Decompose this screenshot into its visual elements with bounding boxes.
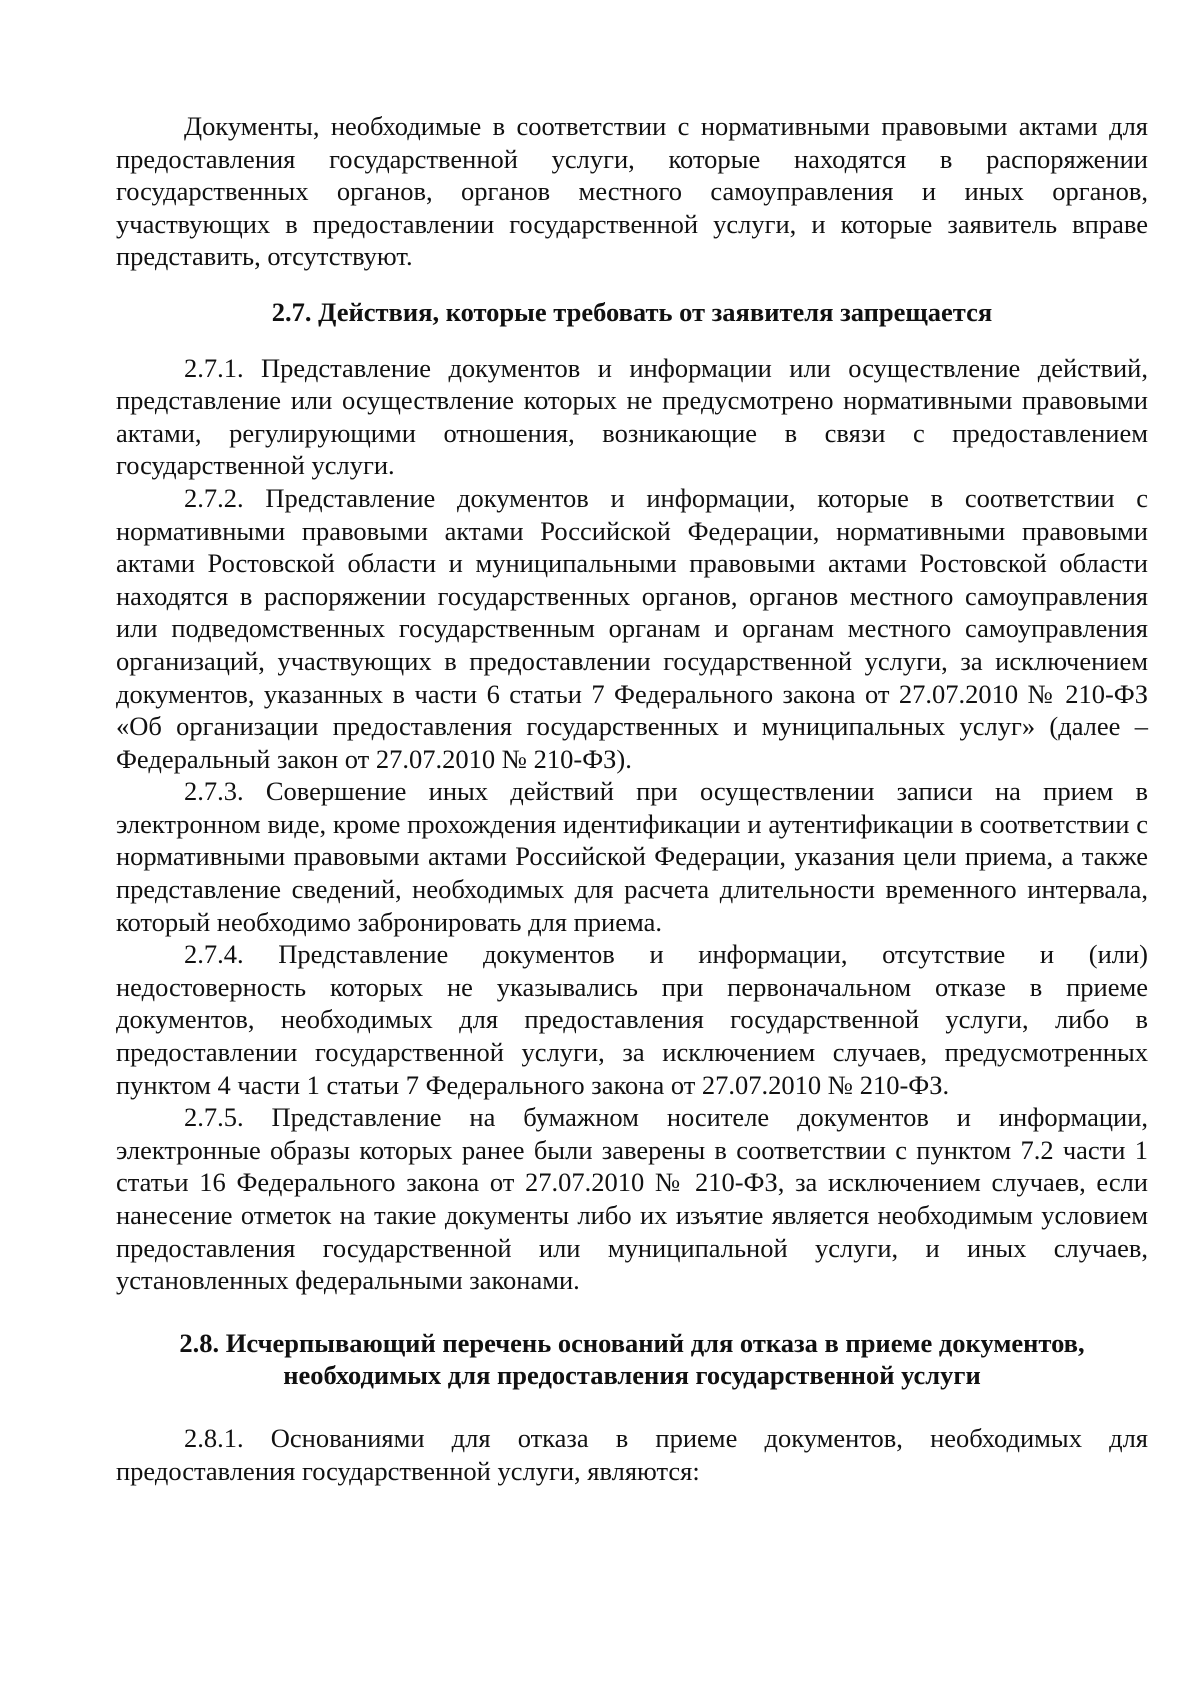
clause-2-7-3 [116, 775, 1148, 938]
intro-paragraph: Документы, необходимые в соответствии с нормативными правовыми актами для предоставления государственной услуги, которые находятся в распоряжении государственных органов, органов местного самоуправления и иных органов, участвующих в предоставлении государственной услуги, и которые заявитель вправе представить, отсутствуют. [116, 111, 1148, 272]
clause-2-7-1 [116, 352, 1148, 482]
clause-2-8-1 [116, 1422, 1148, 1487]
clause-2-7-2 [116, 482, 1148, 775]
clause-text: Представление документов и информации, отсутствие и (или) недостоверность которых не указывались при первоначальном отказе в приеме документов, необходимых для предоставления государственной услуги, либо в предоставлении государственной услуги, за исключением случаев, предусмотренных пунктом 4 части 1 статьи 7 Федерального закона от 27.07.2010 № 210-ФЗ. [116, 939, 1149, 1100]
clause-text: Представление документов и информации или осуществление действий, представление или осуществление которых не предусмотрено нормативными правовыми актами, регулирующими отношения, возникающие в связи с предоставлением государственной услуги. [116, 352, 1148, 481]
clause-text: Основаниями для отказа в приеме документов, необходимых для предоставления государственной услуги, являются: [116, 1422, 1148, 1486]
clause-number: 2.8.1. [184, 1422, 244, 1453]
clause-number: 2.7.1. [184, 352, 244, 383]
clause-number: 2.7.2. [184, 482, 244, 513]
clause-text: Представление документов и информации, которые в соответствии с нормативными правовыми актами Российской Федерации, нормативными правовыми актами Ростовской области и муниципальными правовыми актами Ростовской области находятся в распоряжении государственных органов, органов местного самоуправления или подведомственных государственным органам и органам местного самоуправления организаций, участвующих в предоставлении государственной услуги, за исключением документов, указанных в части 6 статьи 7 Федерального закона от 27.07.2010 № 210-ФЗ «Об организации предоставления государственных и муниципальных услуг» (далее – Федеральный закон от 27.07.2010 № 210-ФЗ). [116, 482, 1148, 774]
clause-2-7-5 [116, 1101, 1148, 1297]
document-page [116, 110, 1148, 1487]
clause-text: Представление на бумажном носителе документов и информации, электронные образы которых ранее были заверены в соответствии с пунктом 7.2 части 1 статьи 16 Федерального закона от 27.07.2010 № 210-ФЗ, за исключением случаев, если нанесение отметок на такие документы либо их изъятие является необходимым условием предоставления государственной или муниципальной услуги, и иных случаев, установленных федеральными законами. [116, 1102, 1149, 1296]
section-heading-2-8-line2: необходимых для предоставления государственной услуги [283, 1360, 981, 1391]
section-heading-2-8 [116, 1327, 1148, 1392]
section-heading-2-7: 2.7. Действия, которые требовать от заявителя запрещается [271, 296, 993, 327]
clause-text: Совершение иных действий при осуществлении записи на прием в электронном виде, кроме прохождения идентификации и аутентификации в соответствии с нормативными правовыми актами Российской Федерации, указания цели приема, а также представление сведений, необходимых для расчета длительности временного интервала, который необходимо забронировать для приема. [116, 776, 1148, 937]
clause-number: 2.7.5. [184, 1102, 244, 1133]
section-heading-2-8-line1: 2.8. Исчерпывающий перечень оснований для отказа в приеме документов, [179, 1327, 1085, 1358]
clause-2-7-4 [116, 938, 1148, 1101]
clause-number: 2.7.4. [184, 939, 244, 970]
clause-number: 2.7.3. [184, 776, 244, 807]
